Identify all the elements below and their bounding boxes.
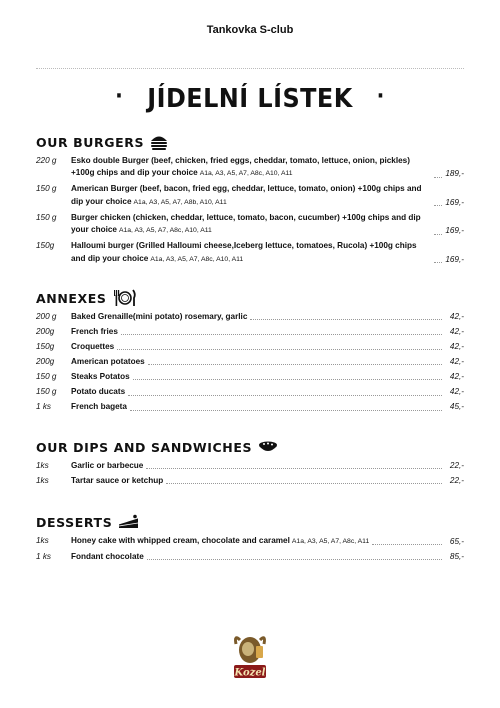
item-name: Tartar sauce or ketchup xyxy=(71,475,164,485)
dip-bowl-icon xyxy=(258,440,278,454)
item-name: Steaks Potatos xyxy=(71,371,130,381)
title-bullet-right: · xyxy=(376,84,385,109)
item-name: Esko double Burger (beef, chicken, fried eggs, cheddar, tomato, lettuce, onion, pickles) +100g chips and dip your choice A1a, A3, A5, A7, A8c, A10, A11 xyxy=(71,155,410,178)
kozel-logo xyxy=(224,634,276,680)
item-name: American potatoes xyxy=(71,356,145,366)
divider xyxy=(36,68,464,69)
menu-item: 150g Croquettes 42,- xyxy=(36,341,464,354)
item-name: French fries xyxy=(71,326,118,336)
section-title: DESSERTS xyxy=(36,512,464,532)
item-name: Halloumi burger (Grilled Halloumi cheese,Iceberg lettuce, tomatoes, Rucola) +100g chips and dip your choice A1a, A3, A5, A7, A8c, A10, A11 xyxy=(71,241,417,263)
kozel-goat-logo xyxy=(224,634,276,680)
menu-item: 150g Halloumi burger (Grilled Halloumi cheese,Iceberg lettuce, tomatoes, Rucola) +100g chips and dip your choice A1a, A3, A5, A7, A8c, A10, A11 169,- xyxy=(36,240,464,266)
menu-item: 220 g Esko double Burger (beef, chicken, fried eggs, cheddar, tomato, lettuce, onion, pickles) +100g chips and dip your choice A1a, A3, A5, A7, A8c, A10, A11 189,- xyxy=(36,155,464,181)
item-name: Fondant chocolate xyxy=(71,551,144,561)
item-name: Garlic or barbecue xyxy=(71,460,144,470)
kozel-text: Kozel xyxy=(234,667,266,679)
menu-item: 1 ks Fondant chocolate 85,- xyxy=(36,551,464,564)
menu-item: 200g American potatoes 42,- xyxy=(36,356,464,369)
menu-title xyxy=(20,84,480,114)
menu-item: 1ks Tartar sauce or ketchup 22,- xyxy=(36,475,464,488)
menu-item: 1ks Honey cake with whipped cream, chocolate and caramel A1a, A3, A5, A7, A8c, A11 65,- xyxy=(36,535,464,549)
menu-item: 200g French fries 42,- xyxy=(36,326,464,339)
section-burgers xyxy=(36,132,464,266)
item-name: Honey cake with whipped cream, chocolate and caramel A1a, A3, A5, A7, A8c, A11 xyxy=(71,535,370,545)
burger-icon xyxy=(150,134,168,150)
section-title: ANNEXES xyxy=(36,288,464,308)
title-bullet-left: · xyxy=(115,84,124,109)
menu-item: 150 g American Burger (beef, bacon, fried egg, cheddar, lettuce, tomato, onion) +100g chips and dip your choice A1a, A3, A5, A7, A8b, A10, A11 169,- xyxy=(36,183,464,209)
section-annexes xyxy=(36,288,464,414)
cutlery-icon xyxy=(113,289,137,307)
item-name: Croquettes xyxy=(71,341,115,351)
menu-item: 150 g Steaks Potatos 42,- xyxy=(36,371,464,384)
section-desserts xyxy=(36,512,464,563)
menu-item: 150 g Burger chicken (chicken, cheddar, lettuce, tomato, bacon, cucumber) +100g chips and dip your choice A1a, A3, A5, A7, A8c, A10, A11 169,- xyxy=(36,212,464,238)
section-title: OUR DIPS AND SANDWICHES xyxy=(36,437,464,457)
item-name: Burger chicken (chicken, cheddar, lettuce, tomato, bacon, cucumber) +100g chips and dip your choice A1a, A3, A5, A7, A8c, A10, A11 xyxy=(71,212,421,235)
item-name: Baked Grenaille(mini potato) rosemary, garlic xyxy=(71,311,248,321)
cake-icon xyxy=(118,514,140,530)
venue-name: Tankovka S-club xyxy=(206,24,294,36)
section-dips xyxy=(36,437,464,487)
item-name: American Burger (beef, bacon, fried egg, cheddar, lettuce, tomato, onion) +100g chips and dip your choice A1a, A3, A5, A7, A8b, A10, A11 xyxy=(71,184,422,206)
section-title: OUR BURGERS xyxy=(36,132,464,152)
menu-item: 1ks Garlic or barbecue 22,- xyxy=(36,460,464,473)
menu-title-text: JÍDELNÍ LÍSTEK xyxy=(147,84,353,114)
item-name: French bageta xyxy=(71,402,127,412)
menu-item: 200 g Baked Grenaille(mini potato) rosemary, garlic 42,- xyxy=(36,311,464,324)
menu-item: 150 g Potato ducats 42,- xyxy=(36,386,464,399)
menu-item: 1 ks French bageta 45,- xyxy=(36,401,464,414)
item-name: Potato ducats xyxy=(71,387,126,397)
